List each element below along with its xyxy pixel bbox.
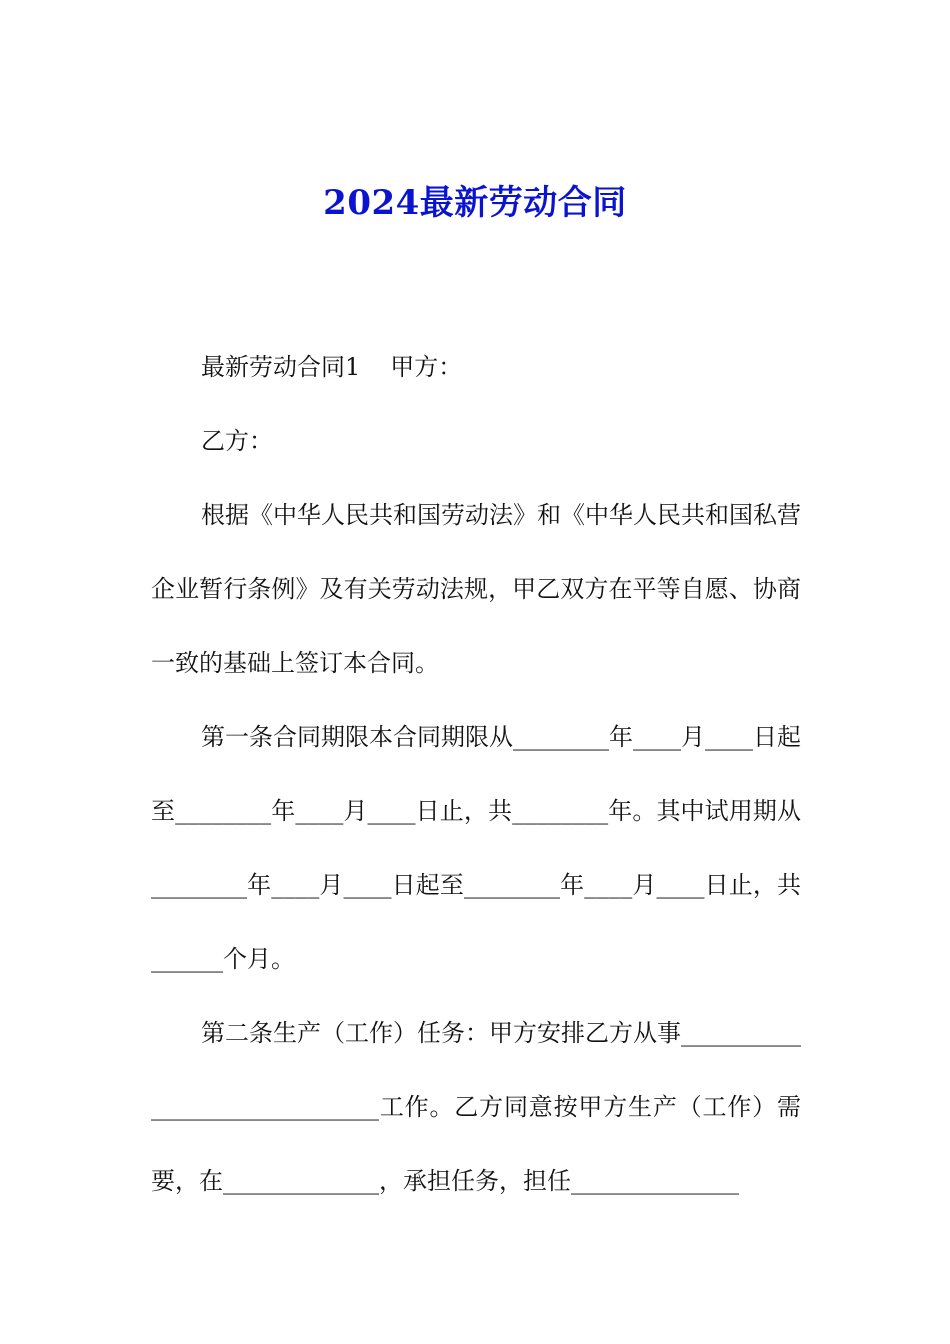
- paragraph-header: [151, 330, 801, 404]
- contract-heading: 最新劳动合同1: [201, 353, 361, 381]
- document-title: 2024最新劳动合同: [323, 183, 627, 223]
- paragraph-article-1: 第一条合同期限本合同期限从________年____月____日起至________年____月____日止，共________年。其中试用期从________年____月____日起至________年____月____日止，共______个月。: [151, 723, 801, 973]
- paragraph-article-2: 第二条生产（工作）任务：甲方安排乙方从事_____________________________工作。乙方同意按甲方生产（工作）需要，在_____________，承担任务，担任______________: [151, 1019, 801, 1195]
- document-body: [151, 330, 801, 1218]
- party-b-label: 乙方：: [201, 427, 273, 455]
- paragraph-preamble: 根据《中华人民共和国劳动法》和《中华人民共和国私营企业暂行条例》及有关劳动法规，甲乙双方在平等自愿、协商一致的基础上签订本合同。: [151, 501, 801, 677]
- party-a-label: 甲方：: [390, 353, 463, 381]
